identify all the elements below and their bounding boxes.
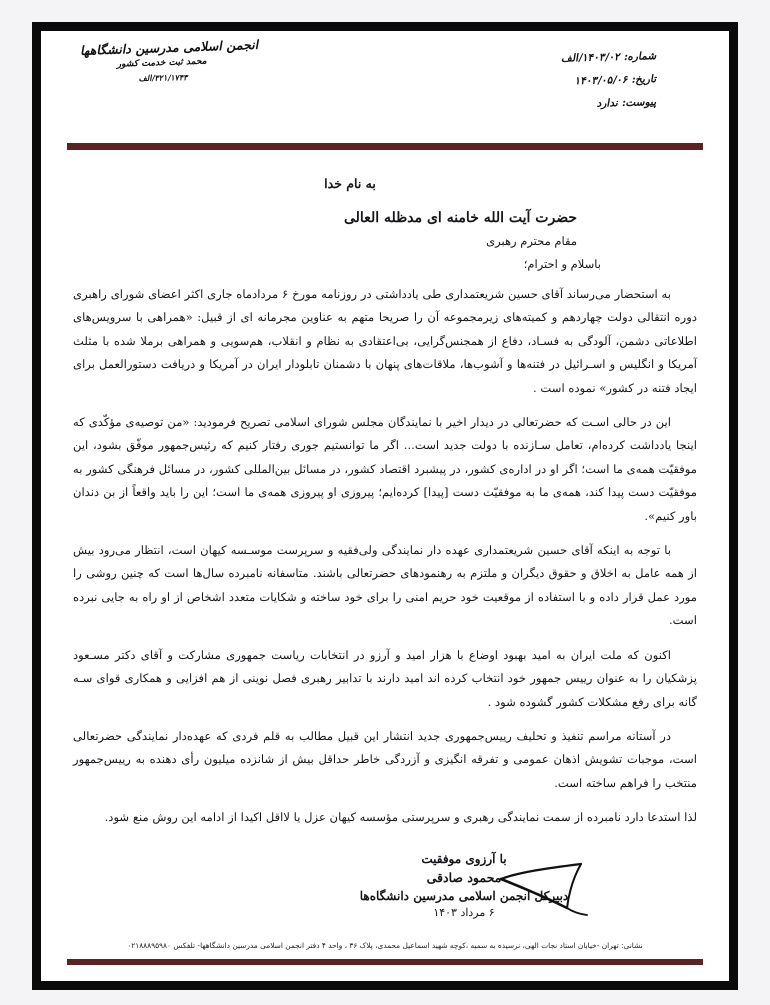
- signature-block: [73, 850, 697, 922]
- body-paragraph: در آستانه مراسم تنفیذ و تحلیف رییس‌جمهوری جدید انتشار این قبیل مطالب به قلم فردی که عهده‌دار نمایندگی حضرتعالی است، موجبات تشویش اذهان عمومی و تفرقه انگیزی و آزردگی خاطر حداقل بیش از شانزده میلیون رأی دهنده به رییس‌جمهور منتخب را فراهم ساخته است.: [73, 728, 697, 790]
- body-paragraph: این در حالی اسـت که حضرتعالی در دیدار اخیر با نمایندگان مجلس شورای اسلامی تصریح فرمودید: «من توصیه‌ی مؤکّدی که اینجا یادداشت کرده‌ام، تعامل سـازنده با دولت جدید است... اگر ما توانستیم جوری رفتار کنیم که رئیس‌جمهور موفّق بشود، این موفقیّت همه‌ی ما است؛ اگر او در اداره‌ی کشور، در پیشبرد اقتصاد کشور، در مسائل بین‌المللی کشور، در مسائل فرهنگی کشور به موفقیّت دست پیدا کند، همه‌ی ما به موفقیّت دست [پیدا] کرده‌ایم؛ پیروزی او پیروزی همه‌ی ما است؛ این را باید واقعاً از بن دندان باور کنیم».: [73, 415, 697, 523]
- reference-date: تاریخ: ۱۴۰۳/۰۵/۰۶: [574, 73, 658, 88]
- footer-address: نشانی: تهران -خیابان استاد نجات الهی، نرسیده به سمیه ،کوچه شهید اسماعیل محمدی، پلاک ۳۶ ، واحد ۴ دفتر انجمن اسلامی مدرسین دانشگاهها- تلفکس ۰۲۱۸۸۸۹۵۹۸۰: [127, 941, 643, 950]
- organization-subtitle: محمد ثبت خدمت کشور: [116, 56, 209, 70]
- document-frame: [32, 22, 738, 990]
- addressee-role: مقام محترم رهبری: [486, 234, 577, 248]
- header-divider: [67, 143, 703, 150]
- body-paragraph: با توجه به اینکه آقای حسین شریعتمداری عهده دار نمایندگی ولی‌فقیه و سرپرست موسـسه کیهان است، انتظار می‌رود بیش از همه عامل به اخلاق و حقوق دیگران و ملتزم به رهنمودهای حضرتعالی باشند. متاسفانه نامبرده سال‌ها است که چنین روشی را مورد عمل قرار داده و با استفاده از موقعیت خود حریم امنی را برای خود ساخته و شکایات متعدد اشخاص از او راه به جایی نبرده است.: [73, 543, 697, 628]
- body-paragraph: لذا استدعا دارد نامبرده از سمت نمایندگی رهبری و سرپرستی مؤسسه کیهان عزل یا لااقل اکیدا از ادامه این روش منع شود.: [104, 810, 697, 825]
- reference-number: شماره: ۱۴۰۳/۰۲/الف: [560, 50, 658, 65]
- letter-body: [41, 150, 729, 922]
- footer-divider: [67, 959, 703, 965]
- greeting-line: باسلام و احترام؛: [523, 257, 601, 271]
- signature-name: محمود صادقی: [426, 869, 502, 885]
- addressee-name: حضرت آیت الله خامنه ای مدظله العالی: [343, 210, 577, 226]
- organization-name: انجمن اسلامی مدرسین دانشگاهها: [79, 36, 261, 58]
- letter-footer: [41, 941, 729, 965]
- signature-date: ۶ مرداد ۱۴۰۳: [433, 906, 495, 919]
- signature-closing: با آرزوی موفقیت: [421, 851, 507, 866]
- body-paragraph: به استحضار می‌رساند آقای حسین شریعتمداری طی یادداشتی در روزنامه مورخ ۶ مردادماه جاری اکثر اعضای شورای راهبری دوره انتقالی دولت چهاردهم و کمیته‌های زیرمجموعه آن را صریحا متهم به عناوین مجرمانه ای از قبیل: «همراهی با سرویس‌های اطلاعاتی دشمن، آلودگی به فسـاد، دفاع از همجنس‌گرایی، بی‌اعتقادی به نظام و انقلاب، هم‌سویی و همراهی برملا شده با مثلث آمریکا و انگلیس و اسـرائیل در فتنه‌ها و آشوب‌ها، ملاقات‌های پنهان با دشمنان تابلودار ایران در آمریکا و دریافت دستورالعمل برای ایجاد فتنه در کشور» نموده است .: [73, 287, 697, 395]
- organization-registration: ۳۲۱/۱۷۴۳/الف: [138, 72, 189, 83]
- letter-page: [41, 31, 729, 981]
- bismillah-line: به نام خدا: [324, 176, 376, 191]
- letterhead: [41, 31, 729, 139]
- organization-logo: [79, 36, 321, 84]
- signature-title: دبیرکل انجمن اسلامی مدرسین دانشگاه‌ها: [359, 888, 569, 903]
- reference-attachment: پیوست: ندارد: [596, 96, 658, 110]
- body-paragraph: اکنون که ملت ایران به امید بهبود اوضاع با هزار امید و آرزو در انتخابات ریاست جمهوری مشارکت و آقای دکتر مسـعود پزشکیان را به عنوان رییس جمهور خود انتخاب کرده اند امید دارند با تدابیر رهبری فصل نوینی از هم افزایی و همکاری قوای سـه گانه برای رفع مشکلات کشور گشوده شود .: [73, 647, 697, 709]
- reference-block: [511, 49, 701, 118]
